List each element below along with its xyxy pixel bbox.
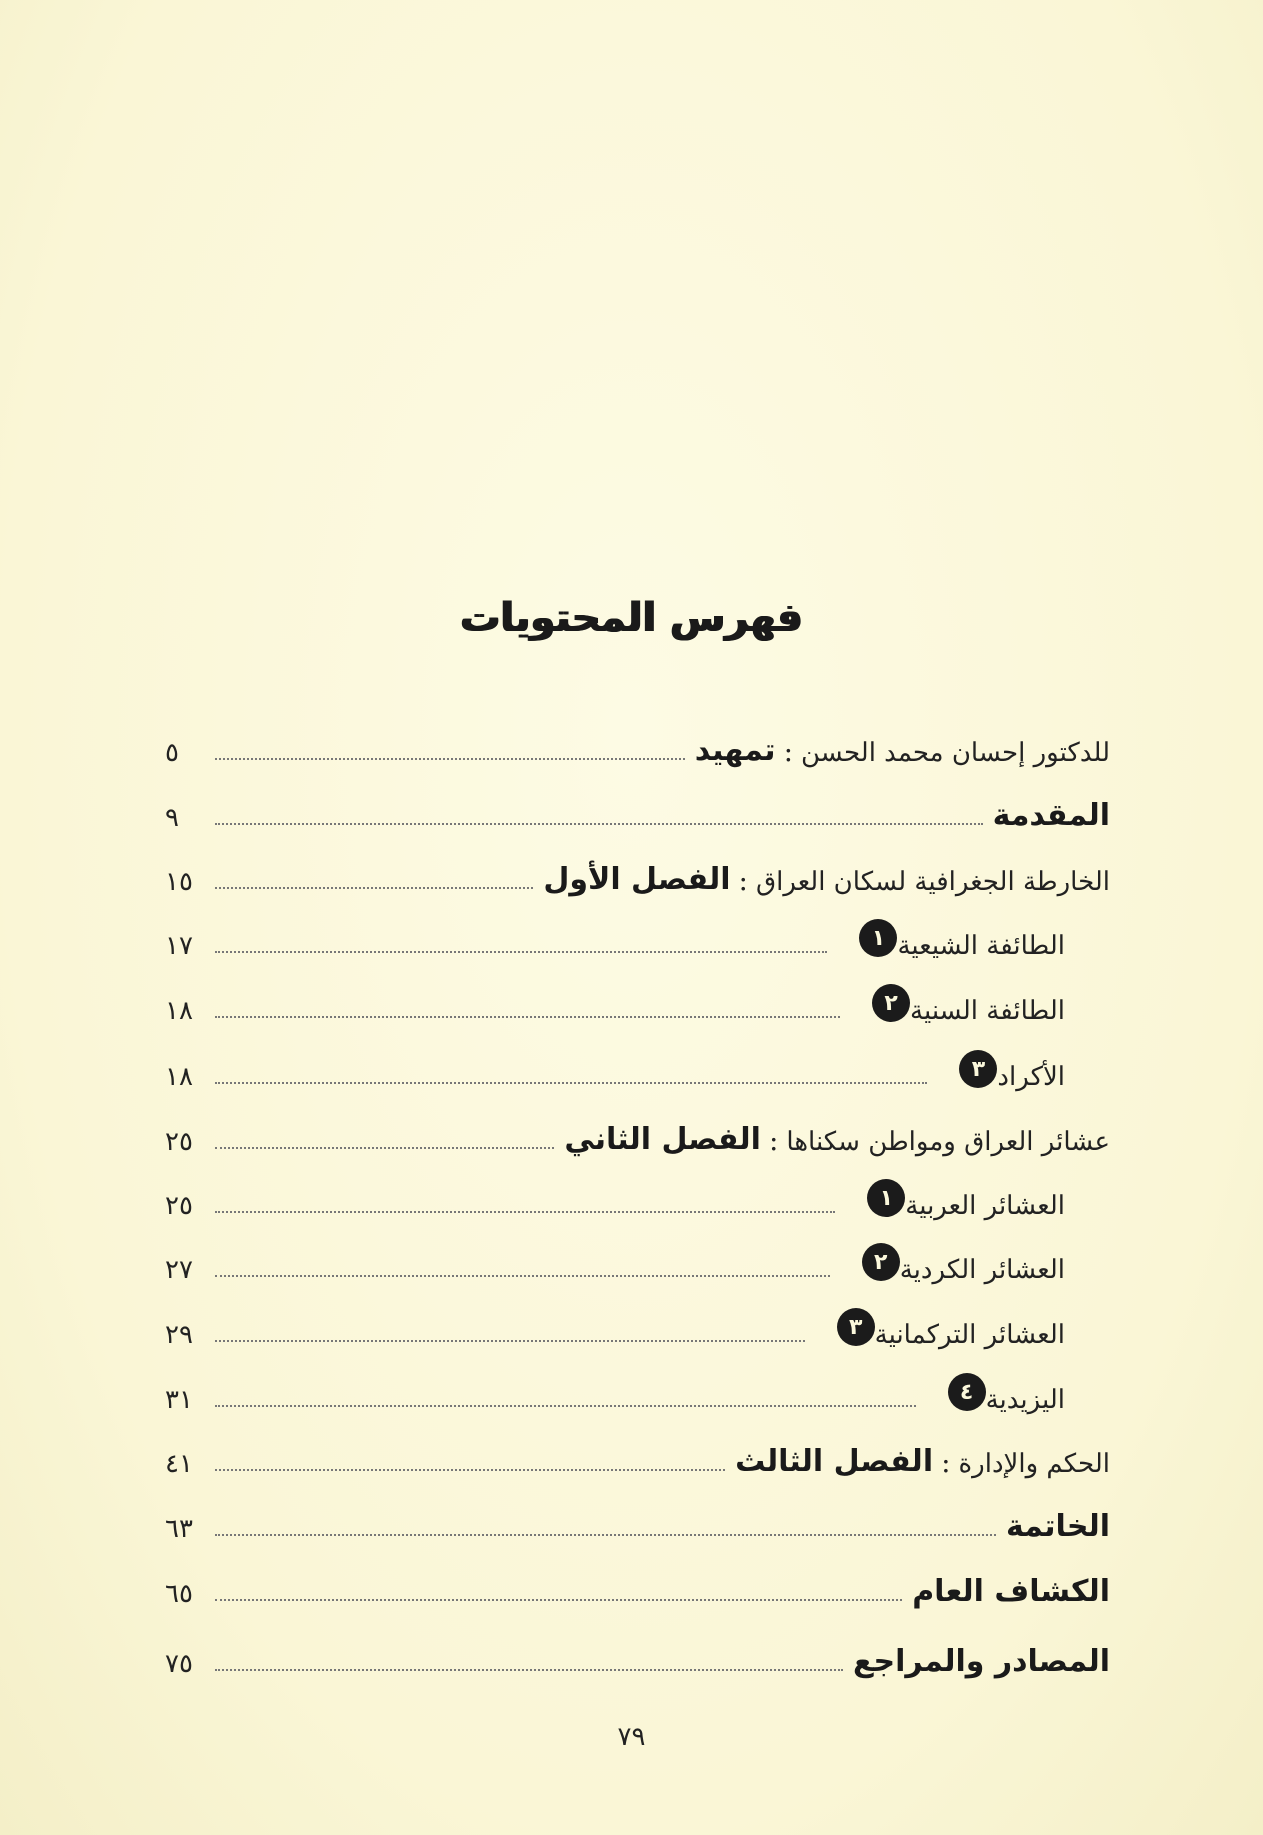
page-number: ٩ <box>165 803 179 833</box>
toc-entry <box>165 1111 1110 1157</box>
dot-leader <box>215 1589 902 1601</box>
entry-heading: الفصل الثالث <box>735 1444 934 1479</box>
toc-entry-label <box>564 1122 1110 1157</box>
page-number: ١٨ <box>165 1062 193 1092</box>
number-badge: ٢ <box>862 1243 900 1281</box>
entry-subtitle: عشائر العراق ومواطن سكناها <box>786 1127 1110 1157</box>
toc-subentry <box>165 1369 1065 1415</box>
toc-entry-label <box>543 862 1110 897</box>
toc-entry <box>165 1498 1110 1544</box>
entry-text: الأكراد <box>997 1062 1065 1092</box>
toc-entry-label <box>840 1243 1065 1285</box>
toc-subentry <box>165 1175 1065 1221</box>
entry-heading: الكشاف العام <box>912 1574 1110 1609</box>
dot-leader <box>215 1395 916 1407</box>
toc-entry <box>165 851 1110 897</box>
number-badge: ١ <box>867 1179 905 1217</box>
toc-entry-label <box>815 1308 1065 1350</box>
entry-heading: المقدمة <box>992 798 1110 833</box>
toc-entry-label <box>993 798 1110 833</box>
toc-entry-label <box>853 1644 1110 1679</box>
page-number: ٢٥ <box>165 1127 193 1157</box>
page-number: ١٧ <box>165 931 193 961</box>
page-number: ١٨ <box>165 996 193 1026</box>
toc-entry <box>165 1563 1110 1609</box>
entry-subtitle: الخارطة الجغرافية لسكان العراق <box>755 867 1110 897</box>
toc-entry-label <box>845 1179 1065 1221</box>
entry-colon: : <box>941 1446 951 1479</box>
toc-subentry <box>165 1046 1065 1092</box>
page-number: ٣١ <box>165 1385 193 1415</box>
number-badge: ٣ <box>959 1050 997 1088</box>
page-number: ٢٥ <box>165 1191 193 1221</box>
toc-entry <box>165 1433 1110 1479</box>
dot-leader <box>215 1137 554 1149</box>
toc-entry-label <box>937 1050 1065 1092</box>
dot-leader <box>215 748 685 760</box>
entry-text: الطائفة الشيعية <box>897 931 1065 961</box>
entry-heading: الخاتمة <box>1005 1509 1110 1544</box>
entry-heading: المصادر والمراجع <box>853 1644 1110 1679</box>
entry-text: اليزيدية <box>985 1385 1065 1415</box>
number-badge: ٣ <box>837 1308 875 1346</box>
page-number: ٦٥ <box>165 1579 193 1609</box>
toc-subentry <box>165 1239 1065 1285</box>
dot-leader <box>215 813 983 825</box>
dot-leader <box>215 1201 835 1213</box>
dot-leader <box>215 1072 927 1084</box>
page-number: ٥ <box>165 738 179 768</box>
entry-heading: تمهيد <box>694 733 776 768</box>
page-number: ٦٣ <box>165 1514 193 1544</box>
page-number: ٧٥ <box>165 1649 193 1679</box>
page-number: ١٥ <box>165 867 193 897</box>
entry-heading: الفصل الأول <box>543 862 731 897</box>
dot-leader <box>215 941 827 953</box>
toc-entry-label <box>837 919 1065 961</box>
dot-leader <box>215 1459 725 1471</box>
entry-text: العشائر التركمانية <box>874 1320 1065 1350</box>
toc-entry-label <box>850 984 1065 1026</box>
toc-entry-label <box>926 1373 1065 1415</box>
number-badge: ١ <box>859 919 897 957</box>
page-number: ٢٩ <box>165 1320 193 1350</box>
entry-colon: : <box>783 735 793 768</box>
entry-colon: : <box>768 1124 779 1157</box>
toc-entry <box>165 722 1110 768</box>
dot-leader <box>215 877 533 889</box>
entry-text: العشائر الكردية <box>899 1255 1065 1285</box>
dot-leader <box>215 1659 843 1671</box>
number-badge: ٤ <box>948 1373 986 1411</box>
toc-entry-label <box>735 1444 1110 1479</box>
entry-colon: : <box>738 864 748 897</box>
page-title: فهرس المحتويات <box>460 595 803 641</box>
entry-heading: الفصل الثاني <box>564 1122 761 1157</box>
entry-subtitle: للدكتور إحسان محمد الحسن <box>801 738 1110 768</box>
dot-leader <box>215 1006 840 1018</box>
toc-entry-label <box>912 1574 1110 1609</box>
toc-entry-label <box>695 733 1110 768</box>
dot-leader <box>215 1265 830 1277</box>
page-number: ٤١ <box>165 1449 193 1479</box>
toc-subentry <box>165 980 1065 1026</box>
folio-page-number: ٧٩ <box>617 1722 646 1752</box>
toc-entry <box>165 1633 1110 1679</box>
entry-text: العشائر العربية <box>905 1191 1065 1221</box>
dot-leader <box>215 1524 996 1536</box>
toc-entry <box>165 787 1110 833</box>
number-badge: ٢ <box>872 984 910 1022</box>
toc-subentry <box>165 1304 1065 1350</box>
page-number: ٢٧ <box>165 1255 193 1285</box>
toc-subentry <box>165 915 1065 961</box>
dot-leader <box>215 1330 805 1342</box>
entry-subtitle: الحكم والإدارة <box>958 1449 1110 1479</box>
toc-entry-label <box>1006 1509 1110 1544</box>
entry-text: الطائفة السنية <box>910 996 1065 1026</box>
